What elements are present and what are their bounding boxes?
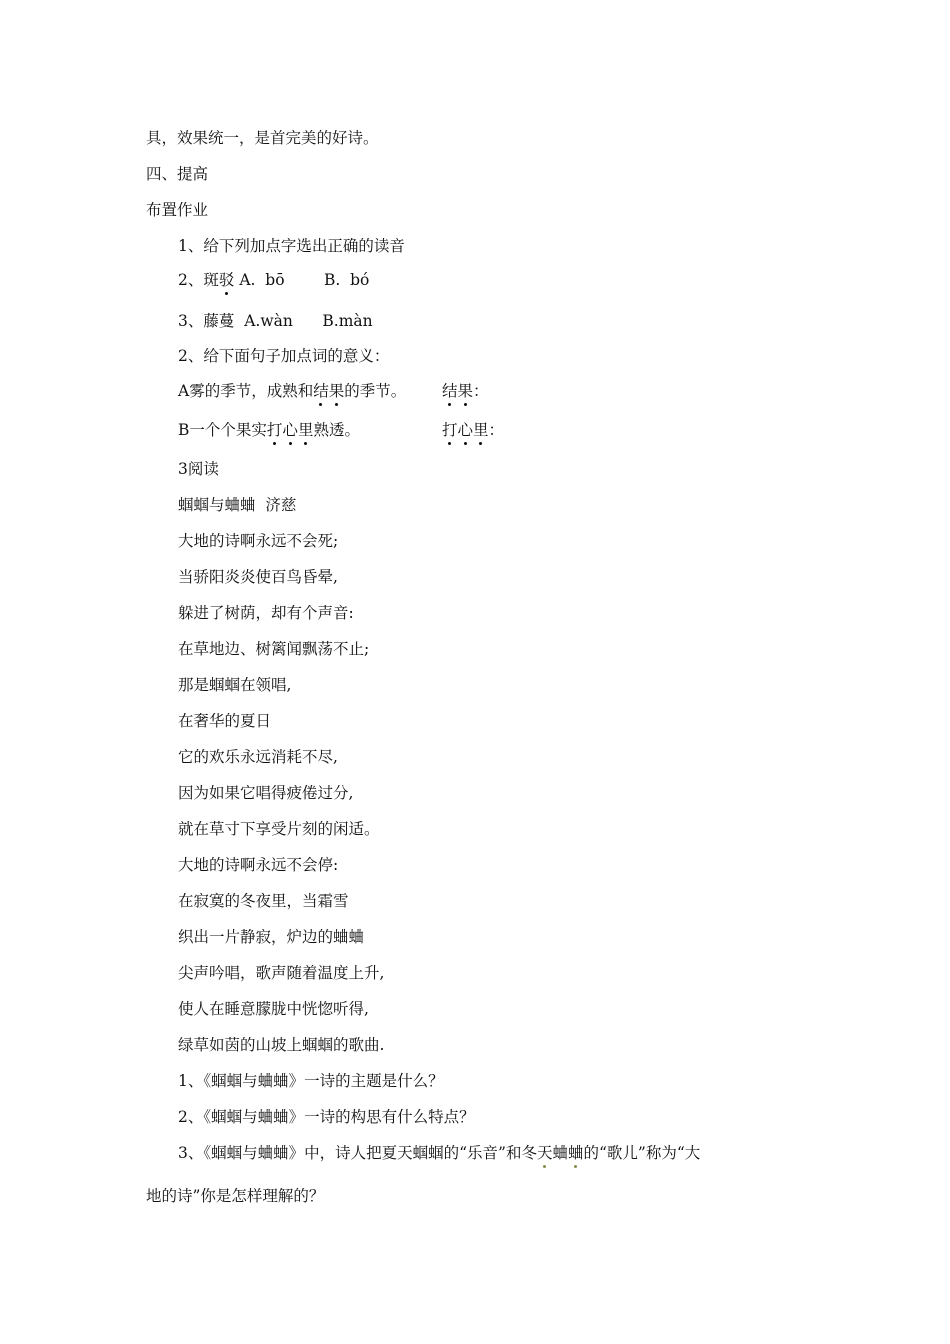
exercise-sentence <box>178 381 406 401</box>
exercise-item: 1、给下列加点字选出正确的读音 <box>178 237 405 255</box>
poem-line: 大地的诗啊永远不会死; <box>178 532 339 550</box>
poem-line: 躲进了树荫，却有个声音: <box>178 604 354 622</box>
poem-title: 蝈蝈与蛐蛐 济慈 <box>178 496 297 514</box>
poem-line: 在寂寞的冬夜里，当霜雪 <box>178 892 349 910</box>
exercise-item <box>178 270 369 290</box>
dotted-char: 里 <box>473 421 489 439</box>
dotted-char: 心 <box>457 421 474 439</box>
dotted-char: 打 <box>442 421 458 439</box>
dotted-char: 冬天蛐 <box>521 1144 568 1162</box>
section-heading: 四、提高 <box>146 165 209 183</box>
text-run: 的季节。 <box>344 382 407 400</box>
poem-line: 织出一片静寂，炉边的蛐蛐 <box>178 928 365 946</box>
question-item <box>178 1143 700 1163</box>
dotted-char: 里 <box>297 421 314 439</box>
poem-line: 就在草寸下享受片刻的闲适。 <box>178 820 380 838</box>
dotted-char: 心 <box>282 421 298 439</box>
text-run: B一个个果实 <box>178 421 267 439</box>
answer-prompt <box>442 420 504 440</box>
text-run: ： <box>488 421 505 439</box>
exercise-item: 2、给下面句子加点词的意义： <box>178 347 390 365</box>
dotted-char: 结 <box>313 382 329 400</box>
answer-prompt <box>442 381 489 401</box>
poem-line: 它的欢乐永远消耗不尽, <box>178 748 338 766</box>
text-run: A雾的季节，成熟和 <box>178 382 314 400</box>
question-item: 1、《蝈蝈与蛐蛐》一诗的主题是什么？ <box>178 1072 444 1090</box>
text-run: ： <box>473 382 489 400</box>
dotted-char: 打 <box>266 421 283 439</box>
poem-line: 尖声吟唱，歌声随着温度上升, <box>178 964 385 982</box>
poem-line: 因为如果它唱得疲倦过分, <box>178 784 354 802</box>
text-run: 2、斑 <box>178 271 219 289</box>
dotted-char: 果 <box>328 382 345 400</box>
text-run: 3、《蝈蝈与蛐蛐》中，诗人把夏天蝈蝈的“乐音”和 <box>178 1144 522 1162</box>
question-item: 地的诗”你是怎样理解的？ <box>146 1187 325 1205</box>
poem-line: 使人在睡意朦胧中恍惚听得, <box>178 1000 369 1018</box>
poem-line: 大地的诗啊永远不会停: <box>178 856 339 874</box>
poem-line: 在草地边、树篱闻飘荡不止; <box>178 640 370 658</box>
poem-line: 那是蝈蝈在领唱, <box>178 676 292 694</box>
exercise-sentence <box>178 420 360 440</box>
section-heading: 布置作业 <box>146 201 209 219</box>
section-heading: 3阅读 <box>178 460 219 478</box>
text-run: A. bō B. bó <box>234 271 370 289</box>
poem-line: 绿草如茵的山坡上蝈蝈的歌曲. <box>178 1036 385 1054</box>
poem-line: 在奢华的夏日 <box>178 712 272 730</box>
dotted-char: 蛐 <box>567 1144 584 1162</box>
dotted-char: 驳 <box>218 271 235 289</box>
dotted-char: 结 <box>442 382 458 400</box>
text-run: 熟透。 <box>313 421 360 439</box>
dotted-char: 果 <box>457 382 474 400</box>
question-item: 2、《蝈蝈与蛐蛐》一诗的构思有什么特点？ <box>178 1108 475 1126</box>
poem-line: 当骄阳炎炎使百鸟昏晕, <box>178 568 338 586</box>
text-run: 的“歌儿”称为“大 <box>583 1144 701 1162</box>
text-line: 具，效果统一，是首完美的好诗。 <box>146 129 379 147</box>
exercise-item: 3、藤蔓 A.wàn B.màn <box>178 312 373 330</box>
